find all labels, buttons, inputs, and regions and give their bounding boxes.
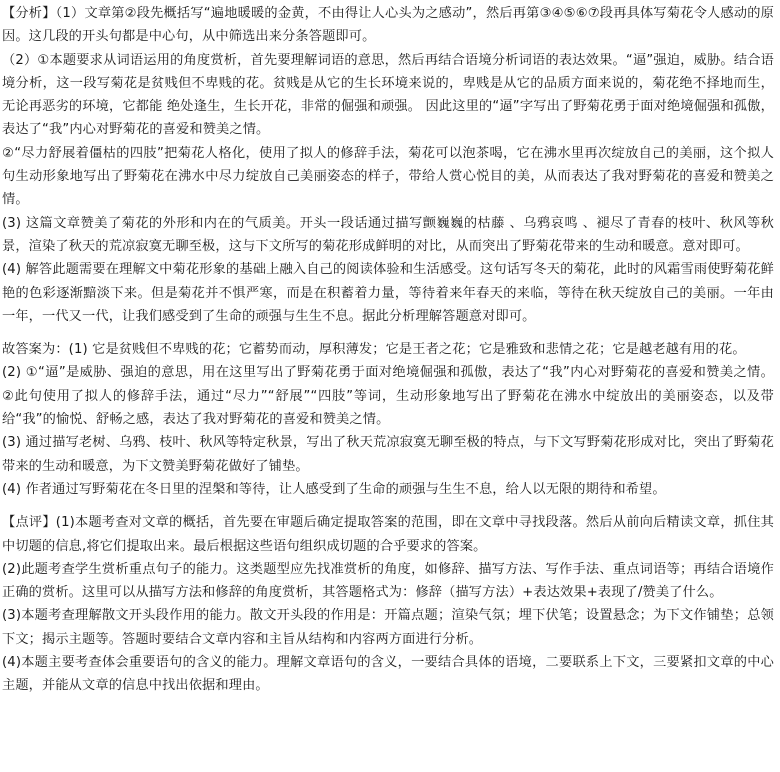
analysis-paragraph-5: (4) 解答此题需要在理解文中菊花形象的基础上融入自己的阅读体验和生活感受。这句话写冬天的菊花，此时的风霜雪雨使野菊花鲜艳的色彩逐渐黯淡下来。但是菊花并不惧严寒，而是在积蓄着力量，等待着来年春天的来临，等待在秋天绽放自己的美丽。一年由一年，一代又一代，让我们感受到了生命的顽强与生生不息。据此分析理解答题意对即可。 (2, 262, 774, 324)
section-spacer (2, 501, 774, 511)
answer-paragraph-4: (4) 作者通过写野菊花在冬日里的涅槃和等待，让人感受到了生命的顽强与生生不息，给人以无限的期待和希望。 (2, 481, 666, 497)
comment-paragraph-2: (2)此题考查学生赏析重点句子的能力。这类题型应先找准赏析的角度，如修辞、描写方法、写作手法、重点词语等；再结合语境作正确的赏析。这里可以从描写方法和修辞的角度赏析，其答题格式为：修辞（描写方法）+表达效果+表现了/赞美了什么。 (2, 561, 774, 601)
analysis-paragraph-2: （2）①本题要求从词语运用的角度赏析，首先要理解词语的意思，然后再结合语境分析词语的表达效果。“逼”强迫，威胁。结合语境分析，这一段写菊花是贫贱但不卑贱的花。贫贱是从它的生长环境来说的，卑贱是从它的品质方面来说的，菊花绝不择地而生，无论再恶劣的环境，它都能 绝处逢生，生长开花，非常的倔强和顽强。 因此这里的“逼”字写出了野菊花勇于面对绝境倔强和孤傲，表达了“我”内心对野菊花的喜爱和赞美之情。 (2, 52, 774, 138)
analysis-paragraph-3: ②“尽力舒展着僵枯的四肢”把菊花人格化，使用了拟人的修辞手法，菊花可以泡茶喝，它在沸水里再次绽放自己的美丽，这个拟人句生动形象地写出了野菊花在沸水中尽力绽放自己美丽姿态的样子，带给人赏心悦目的美，从而表达了我对野菊花的喜爱和赞美之情。 (2, 145, 774, 208)
comment-paragraph-4: (4)本题主要考查体会重要语句的含义的能力。理解文章语句的含义，一要结合具体的语境，二要联系上下文，三要紧扣文章的中心主题，并能从文章的信息中找出依据和理由。 (2, 655, 774, 694)
analysis-paragraph-1: 【分析】（1）文章第②段先概括写“遍地暖暖的金黄，不由得让人心头为之感动”，然后再第③④⑤⑥⑦段再具体写菊花令人感动的原因。这几段的开头句都是中心句，从中筛选出来分条答题即可。 (2, 6, 774, 45)
answer-paragraph-3: (3) 通过描写老树、乌鸦、枝叶、秋风等特定秋景，写出了秋天荒凉寂寞无聊至极的特点，与下文写野菊花形成对比，突出了野菊花带来的生动和暖意，为下文赞美野菊花做好了铺垫。 (2, 435, 774, 474)
answer-section (2, 338, 774, 501)
comment-paragraph-3: (3)本题考查理解散文开头段作用的能力。散文开头段的作用是：开篇点题；渲染气氛；埋下伏笔；设置悬念；为下文作铺垫；总领下文；揭示主题等。答题时要结合文章内容和主旨从结构和内容两方面进行分析。 (2, 608, 774, 647)
analysis-section (2, 2, 774, 328)
comment-section (2, 511, 774, 697)
answer-paragraph-1: 故答案为：(1) 它是贫贱但不卑贱的花；它蓄势而动，厚积薄发；它是王者之花；它是雅致和悲情之花；它是越老越有用的花。 (2, 342, 746, 358)
section-spacer (2, 328, 774, 338)
comment-paragraph-1: 【点评】(1)本题考查对文章的概括，首先要在审题后确定提取答案的范围，即在文章中寻找段落。然后从前向后精读文章，抓住其中切题的信息,将它们提取出来。最后根据这些语句组织成切题的合乎要求的答案。 (2, 515, 774, 554)
answer-paragraph-2: (2) ①“逼”是威胁、强迫的意思，用在这里写出了野菊花勇于面对绝境倔强和孤傲，表达了“我”内心对野菊花的喜爱和赞美之情。 ②此句使用了拟人的修辞手法，通过“尽力”“舒展”“四肢”等词，生动形象地写出了野菊花在沸水中绽放出的美丽姿态，以及带给“我”的愉悦、舒畅之感，表达了我对野菊花的喜爱和赞美之情。 (2, 365, 774, 428)
analysis-paragraph-4: (3) 这篇文章赞美了菊花的外形和内在的气质美。开头一段话通过描写颤巍巍的枯藤 、乌鸦哀鸣 、褪尽了青春的枝叶、秋风等秋景，渲染了秋天的荒凉寂寞无聊至极，这与下文所写的菊花形成鲜明的对比，从而突出了野菊花带来的生动和暖意。意对即可。 (2, 215, 774, 254)
